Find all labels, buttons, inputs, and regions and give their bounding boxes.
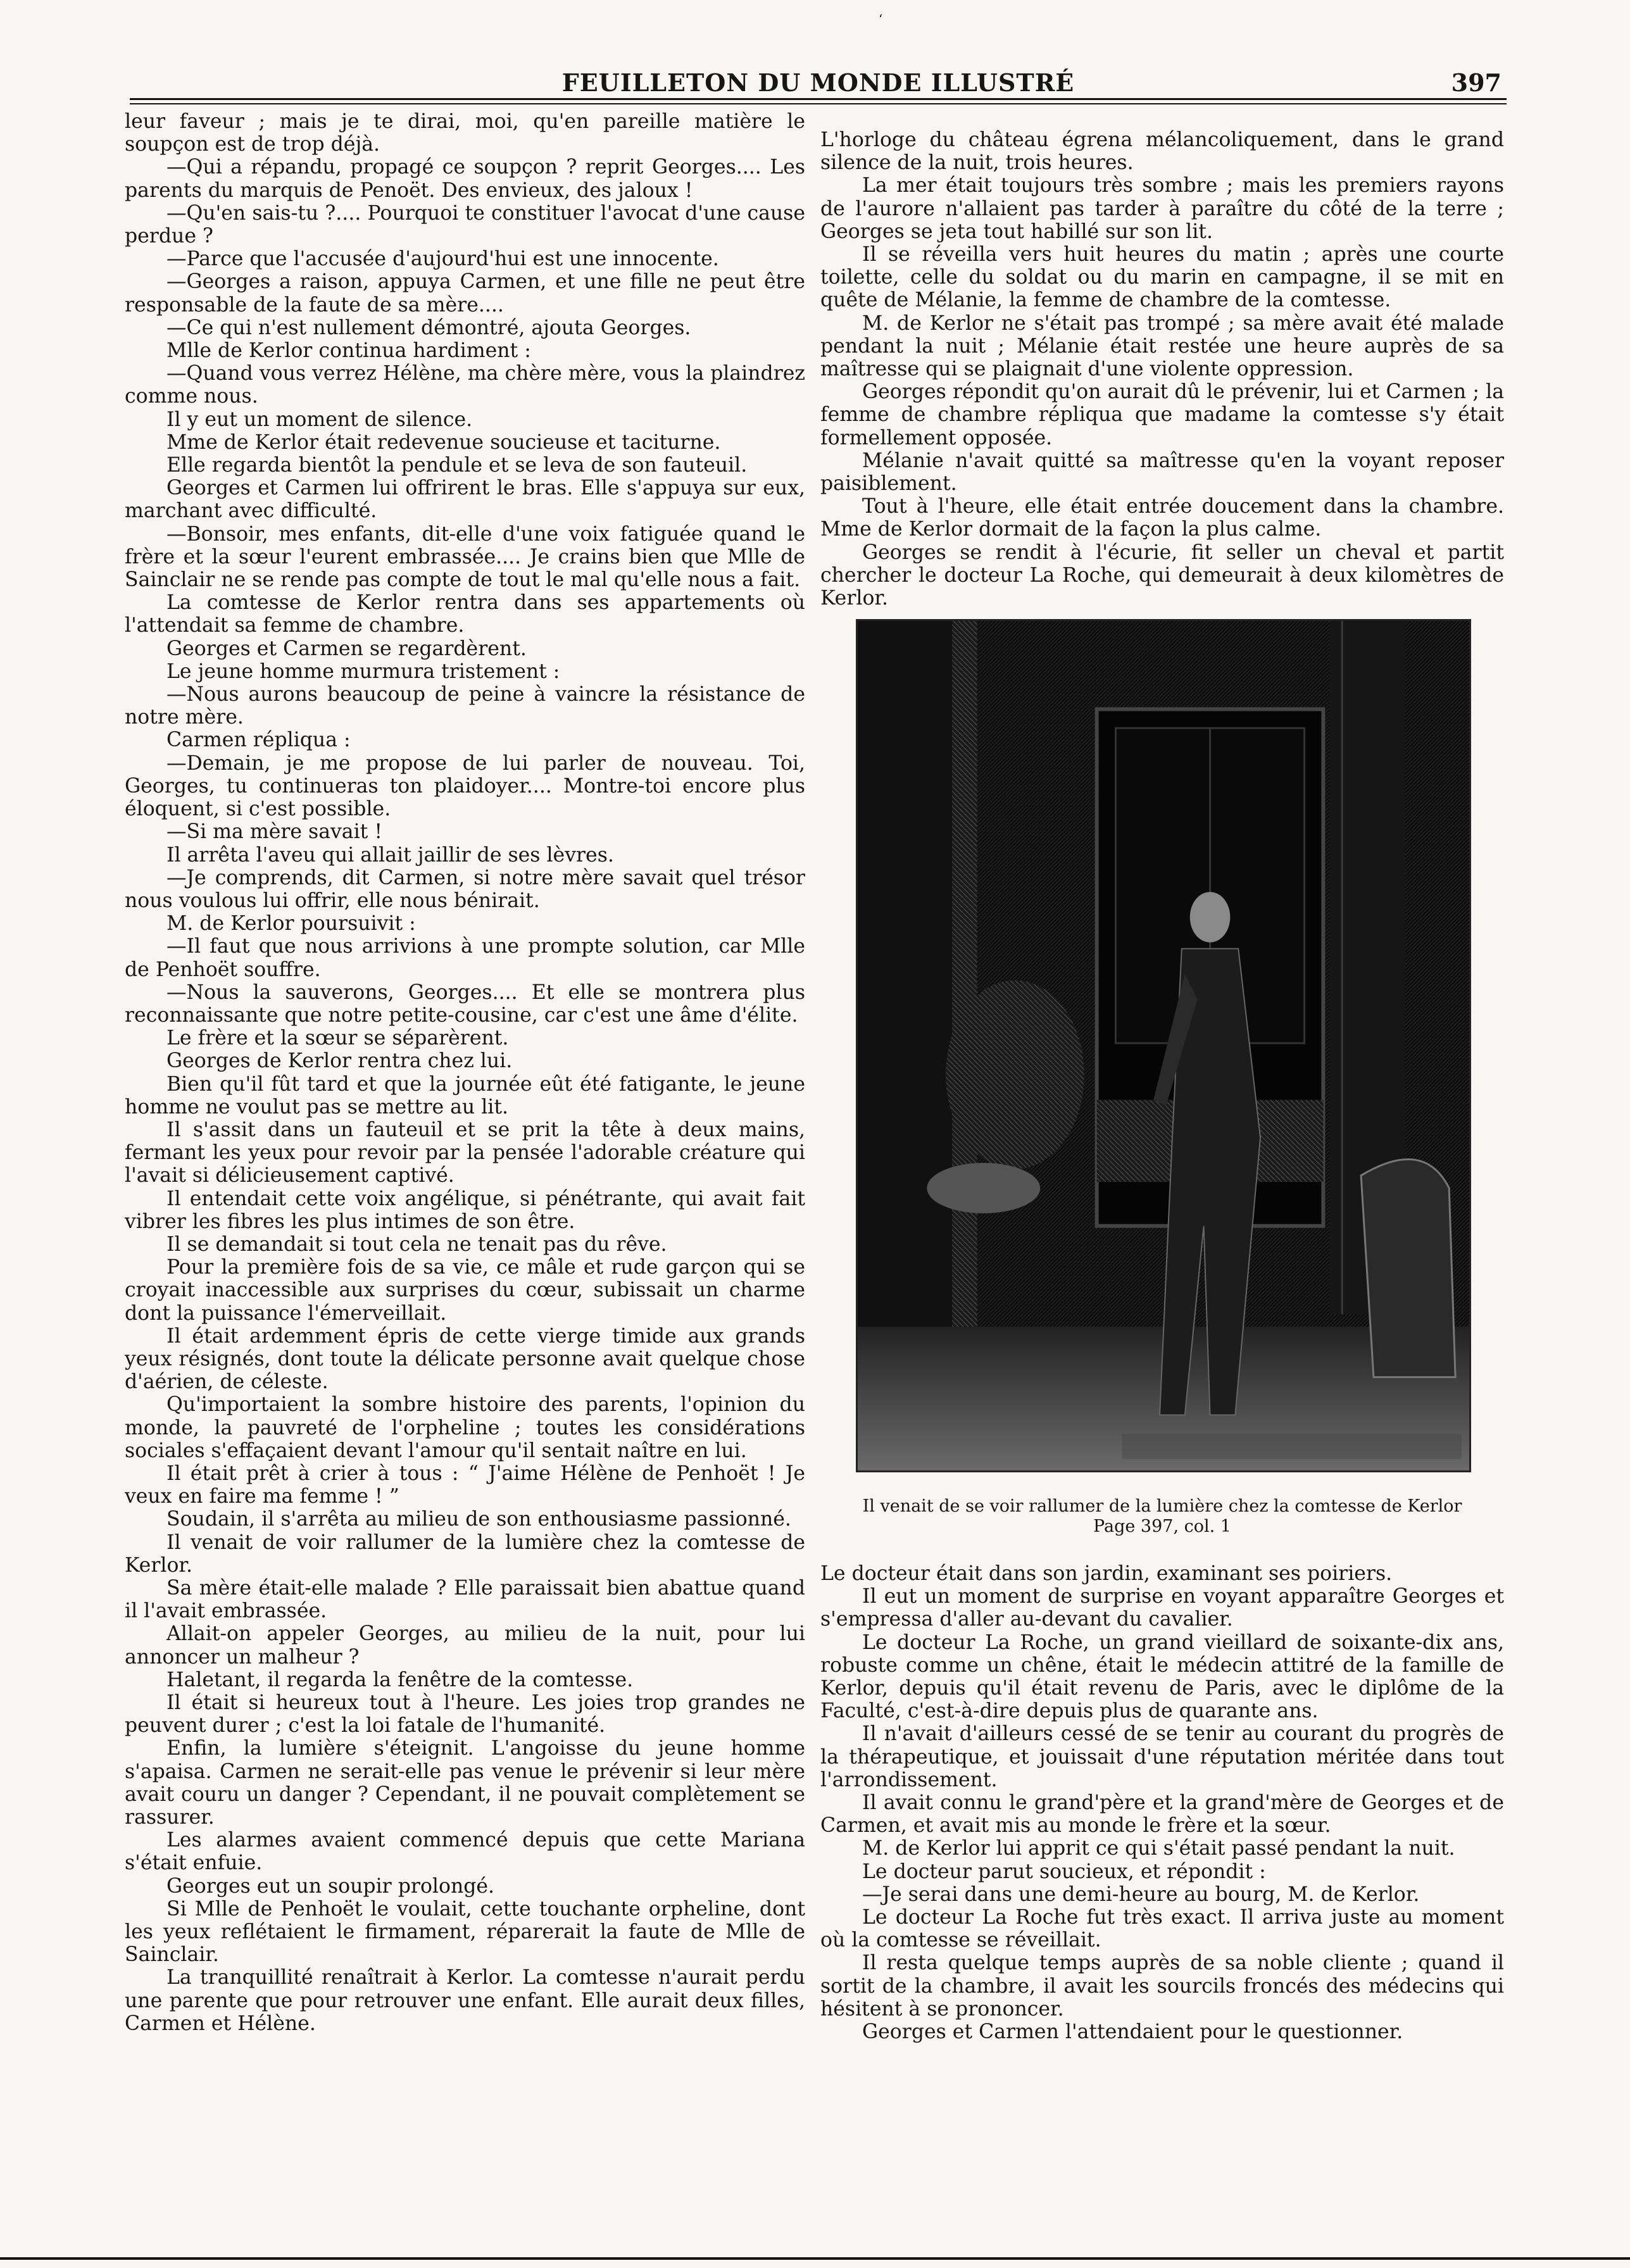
paragraph: —Il faut que nous arrivions à une prompte solution, car Mlle de Penhoët souffre. [125,935,805,981]
paragraph: —Qui a répandu, propagé ce soupçon ? reprit Georges.... Les parents du marquis de Penoët. Des envieux, des jaloux ! [125,156,805,202]
paragraph: —Si ma mère savait ! [166,820,382,844]
paragraph: M. de Kerlor lui apprit ce qui s'était passé pendant la nuit. [862,1837,1455,1860]
paragraph: Si Mlle de Penhoët le voulait, cette touchante orpheline, dont les yeux reflétaient le firmament, réparerait la faute de Mlle de Sainclair. [125,1897,805,1967]
print-mark: ‘ [879,11,883,27]
paragraph: Il y eut un moment de silence. [166,408,473,431]
engraving-image [858,621,1469,1470]
paragraph: Le jeune homme murmura tristement : [166,660,560,683]
paragraph: Georges et Carmen lui offrirent le bras. Elle s'appuya sur eux, marchant avec difficulté. [125,477,805,523]
bottom-rule [0,2257,1630,2260]
paragraph: Le docteur était dans son jardin, examinant ses poiriers. [820,1562,1393,1585]
paragraph: —Georges a raison, appuya Carmen, et une fille ne peut être responsable de la faute de sa mère.... [125,270,805,316]
paragraph: Mlle de Kerlor continua hardiment : [166,339,531,363]
paragraph: Il arrêta l'aveu qui allait jaillir de ses lèvres. [166,843,614,867]
paragraph: L'horloge du château égrena mélancoliquement, dans le grand silence de la nuit, trois heures. [820,128,1504,175]
paragraph: Il était prêt à crier à tous : “ J'aime Hélène de Penhoët ! Je veux en faire ma femme ! ” [125,1462,805,1508]
paragraph: La comtesse de Kerlor rentra dans ses appartements où l'attendait sa femme de chambre. [125,591,805,637]
paragraph: Enfin, la lumière s'éteignit. L'angoisse du jeune homme s'apaisa. Carmen ne serait-elle pas venue le prévenir si leur mère avait couru un danger ? Cependant, il ne pouvait complètement se rassurer. [125,1737,805,1829]
paragraph: —Nous aurons beaucoup de peine à vaincre la résistance de notre mère. [125,683,805,729]
paragraph: —Qu'en sais-tu ?.... Pourquoi te constituer l'avocat d'une cause perdue ? [125,201,805,248]
left-column [125,110,805,2035]
paragraph: leur faveur ; mais je te dirai, moi, qu'en pareille matière le soupçon est de trop déjà. [125,110,805,156]
paragraph: Il était ardemment épris de cette vierge timide aux grands yeux résignés, dont toute la délicate personne avait quelque chose d'aérien, de céleste. [125,1324,805,1394]
paragraph: —Je serai dans une demi-heure au bourg, M. de Kerlor. [862,1883,1420,1906]
paragraph: —Ce qui n'est nullement démontré, ajouta Georges. [166,316,691,339]
paragraph: Georges répondit qu'on aurait dû le prévenir, lui et Carmen ; la femme de chambre répliqua que madame la comtesse s'y était formellement opposée. [820,380,1504,449]
paragraph: Il se demandait si tout cela ne tenait pas du rêve. [166,1232,667,1256]
paragraph: Il s'assit dans un fauteuil et se prit la tête à deux mains, fermant les yeux pour revoir par la pensée l'adorable créature qui l'avait si délicieusement captivé. [125,1118,805,1187]
header-rule-thin [130,103,1507,104]
caption-page-ref: Page 397, col. 1 [1093,1517,1231,1536]
paragraph: Georges et Carmen se regardèrent. [166,637,527,660]
paragraph: Il resta quelque temps auprès de sa noble cliente ; quand il sortit de la chambre, il avait les sourcils froncés des médecins qui hésitent à se prononcer. [820,1952,1504,2021]
paragraph: Il avait connu le grand'père et la grand'mère de Georges et de Carmen, et avait mis au monde le frère et la sœur. [820,1791,1504,1838]
right-column-bottom [820,1562,1504,2043]
header-rule [130,98,1507,100]
paragraph: Le docteur La Roche fut très exact. Il arriva juste au moment où la comtesse se réveillait. [820,1906,1504,1952]
paragraph: Il entendait cette voix angélique, si pénétrante, qui avait fait vibrer les fibres les plus intimes de son être. [125,1187,805,1233]
paragraph: Georges se rendit à l'écurie, fit seller un cheval et partit chercher le docteur La Roche, qui demeurait à deux kilomètres de Kerlor. [820,541,1504,610]
paragraph: Qu'importaient la sombre histoire des parents, l'opinion du monde, la pauvreté de l'orpheline ; toutes les considérations sociales s'effaçaient devant l'amour qu'il sentait naître en lui. [125,1393,805,1462]
paragraph: Mme de Kerlor était redevenue soucieuse et taciturne. [166,430,721,454]
paragraph: Sa mère était-elle malade ? Elle paraissait bien abattue quand il l'avait embrassée. [125,1577,805,1623]
paragraph: Elle regarda bientôt la pendule et se leva de son fauteuil. [166,454,748,477]
paragraph: Il eut un moment de surprise en voyant apparaître Georges et s'empressa d'aller au-devant du cavalier. [820,1585,1504,1631]
paragraph: Il venait de voir rallumer de la lumière chez la comtesse de Kerlor. [125,1531,805,1577]
paragraph: Allait-on appeler Georges, au milieu de la nuit, pour lui annoncer un malheur ? [125,1622,805,1669]
newspaper-title: FEUILLETON DU MONDE ILLUSTRÉ [561,68,1075,97]
paragraph: Georges et Carmen l'attendaient pour le questionner. [862,2021,1403,2044]
paragraph: Mélanie n'avait quitté sa maîtresse qu'en la voyant reposer paisiblement. [820,449,1504,496]
paragraph: —Quand vous verrez Hélène, ma chère mère, vous la plaindrez comme nous. [125,362,805,408]
paragraph: —Bonsoir, mes enfants, dit-elle d'une voix fatiguée quand le frère et la sœur l'eurent embrassée.... Je crains bien que Mlle de Sainclair ne se rende pas compte de tout le mal qu'elle nous a fait. [125,522,805,592]
paragraph: M. de Kerlor poursuivit : [166,912,416,936]
paragraph: Carmen répliqua : [166,729,351,752]
paragraph: M. de Kerlor ne s'était pas trompé ; sa mère avait été malade pendant la nuit ; Mélanie était restée une heure auprès de sa maîtresse qui se plaignait d'une violente oppression. [820,311,1504,381]
paragraph: —Je comprends, dit Carmen, si notre mère savait quel trésor nous voulous lui offrir, elle nous bénirait. [125,866,805,912]
paragraph: Il se réveilla vers huit heures du matin ; après une courte toilette, celle du soldat ou du marin en campagne, il se mit en quête de Mélanie, la femme de chambre de la comtesse. [820,243,1504,312]
paragraph: Le docteur La Roche, un grand vieillard de soixante-dix ans, robuste comme un chêne, était le médecin attitré de la famille de Kerlor, depuis qu'il était revenu de Paris, avec le diplôme de la Faculté, c'est-à-dire depuis plus de quarante ans. [820,1631,1504,1723]
paragraph: Le docteur parut soucieux, et répondit : [862,1860,1266,1883]
paragraph: Haletant, il regarda la fenêtre de la comtesse. [166,1668,634,1691]
paragraph: —Nous la sauverons, Georges.... Et elle se montrera plus reconnaissante que notre petite-cousine, car c'est une âme d'élite. [125,981,805,1027]
paragraph: Bien qu'il fût tard et que la journée eût été fatigante, le jeune homme ne voulut pas se mettre au lit. [125,1072,805,1118]
caption-line: Il venait de se voir rallumer de la lumière chez la comtesse de Kerlor [862,1496,1462,1516]
paragraph: Il était si heureux tout à l'heure. Les joies trop grandes ne peuvent durer ; c'est la loi fatale de l'humanité. [125,1691,805,1738]
paragraph: La tranquillité renaîtrait à Kerlor. La comtesse n'aurait perdu une parente que pour retrouver une enfant. Elle aurait deux filles, Carmen et Hélène. [125,1966,805,2035]
paragraph: Soudain, il s'arrêta au milieu de son enthousiasme passionné. [166,1508,791,1531]
engraving-illustration [856,619,1471,1472]
paragraph: Pour la première fois de sa vie, ce mâle et rude garçon qui se croyait inaccessible aux surprises du cœur, subissait un charme dont la puissance l'émerveillait. [125,1256,805,1325]
paragraph: Georges eut un soupir prolongé. [166,1874,495,1898]
right-column-top [820,128,1504,610]
paragraph: La mer était toujours très sombre ; mais les premiers rayons de l'aurore n'allaient pas tarder à paraître du côté de la terre ; Georges se jeta tout habillé sur son lit. [820,174,1504,243]
paragraph: —Demain, je me propose de lui parler de nouveau. Toi, Georges, tu continueras ton plaidoyer.... Montre-toi encore plus éloquent, si c'est possible. [125,751,805,821]
paragraph: Il n'avait d'ailleurs cessé de se tenir au courant du progrès de la thérapeutique, et jouissait d'une réputation méritée dans tout l'arrondissement. [820,1722,1504,1791]
paragraph: Les alarmes avaient commencé depuis que cette Mariana s'était enfuie. [125,1829,805,1875]
illustration-caption [820,1496,1504,1537]
page-number: 397 [1451,68,1501,97]
paragraph: Le frère et la sœur se séparèrent. [166,1027,509,1050]
paragraph: —Parce que l'accusée d'aujourd'hui est une innocente. [166,247,719,271]
paragraph: Georges de Kerlor rentra chez lui. [166,1049,513,1073]
paragraph: Tout à l'heure, elle était entrée doucement dans la chambre. Mme de Kerlor dormait de la façon la plus calme. [820,495,1504,541]
